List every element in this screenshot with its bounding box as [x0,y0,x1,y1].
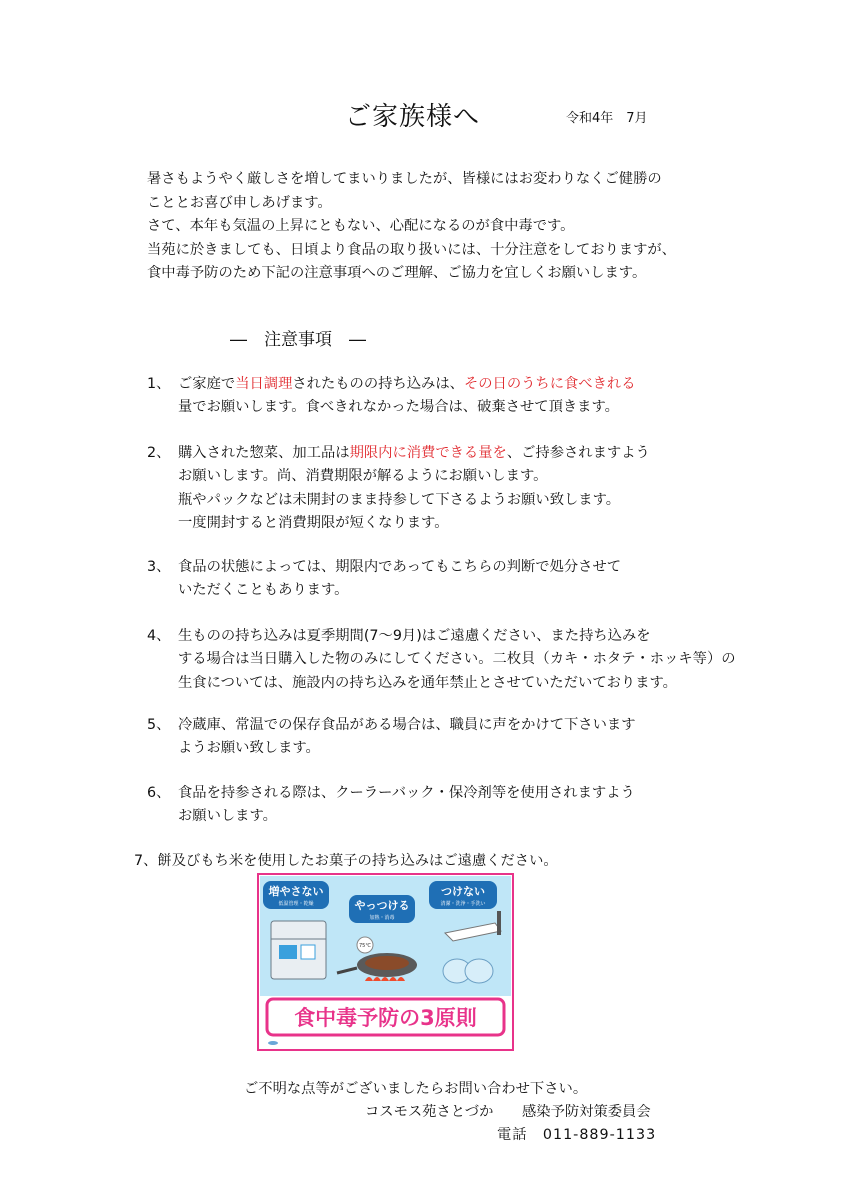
item-line: 一度開封すると消費期限が短くなります。 [178,514,449,531]
item-number: 4、 [147,628,171,644]
item-text: 、ご持参されますよう [506,445,650,461]
item-line [178,373,636,396]
item-number: 3、 [147,559,171,575]
item-line: ようお願い致します。 [178,740,320,757]
intro-line: 暑さもようやく厳しさを増してまいりましたが、皆様にはお変わりなくご健勝の [147,171,662,187]
poster-banner-text: 食中毒予防の3原則 [294,1006,477,1030]
bubble-tsukenai-sub: 清潔・洗浄・手洗い [440,901,486,907]
item-number: 6、 [147,785,171,801]
bubble-fuyasanai-label: 増やさない [268,885,324,898]
item-line: 食品の状態によっては、期限内であってもこちらの判断で処分させて [178,559,622,575]
intro-line: 当苑に於きましても、日頃より食品の取り扱いには、十分注意をしておりますが、 [147,241,676,258]
item-line: 冷蔵庫、常温での保存食品がある場合は、職員に声をかけて下さいます [178,717,636,733]
bubble-yattsukeru-sub: 加熱・消毒 [369,915,395,921]
intro-paragraph [147,168,676,286]
highlight-text: 当日調理 [235,376,293,392]
fridge-container-icon [279,945,297,959]
section-heading: ― 注意事項 ― [230,330,366,350]
item-line: 量でお願いします。食べきれなかった場合は、破棄させて頂きます。 [178,399,619,416]
phone-number: 電話 011-889-1133 [497,1127,657,1143]
thermometer-label: 75℃ [359,943,371,949]
item-number: 5、 [147,717,171,733]
item-line: する場合は当日購入した物のみにしてください。二枚貝（カキ・ホタテ・ホッキ等）の [178,651,736,668]
highlight-text: 期限内に消費できる量を [349,445,507,461]
item-line: いただくこともあります。 [178,582,349,599]
intro-line: さて、本年も気温の上昇にともない、心配になるのが食中毒です。 [147,218,575,234]
bubble-fuyasanai-sub: 低温管理・乾燥 [278,901,314,907]
logo-icon [268,1041,278,1045]
organization-name: コスモス苑さとづか 感染予防対策委員会 [365,1104,651,1120]
knife-icon [497,911,501,935]
item-line: 生ものの持ち込みは夏季期間(7～9月)はご遠慮ください、また持ち込みを [178,628,651,644]
food-poisoning-poster [257,873,514,1051]
item-number: 2、 [147,445,171,461]
intro-line: 食中毒予防のため下記の注意事項へのご理解、ご協力を宜しくお願いします。 [147,265,647,281]
page-title: ご家族様へ [345,102,481,132]
item-line: 瓶やパックなどは未開封のまま持参して下さるようお願い致します。 [178,491,621,508]
item-line: お願いします。尚、消費期限が解るようにお願いします。 [178,468,548,485]
meat-icon [365,956,409,970]
item-text: ご家庭で [178,376,236,392]
item-line [178,442,650,465]
item-number: 1、 [147,376,171,392]
intro-line: こととお喜び申しあげます。 [147,194,332,211]
item-line: 食品を持参される際は、クーラーバック・保冷剤等を使用されますよう [178,785,635,801]
bubble-tsukenai-label: つけない [441,885,485,898]
highlight-text: その日のうちに食べきれる [463,376,636,392]
item-line: 生食については、施設内の持ち込みを通年禁止とさせていただいております。 [178,674,677,691]
item-text: 購入された惣菜、加工品は [178,445,350,461]
document-date: 令和4年 7月 [566,111,648,126]
bubble-yattsukeru-label: やっつける [354,899,410,912]
contact-note: ご不明な点等がございましたらお問い合わせ下さい。 [244,1081,588,1097]
notice-item-7: 7、餅及びもち米を使用したお菓子の持ち込みはご遠慮ください。 [134,853,558,869]
item-text: されたものの持ち込みは、 [292,376,464,392]
item-line: お願いします。 [178,808,277,825]
